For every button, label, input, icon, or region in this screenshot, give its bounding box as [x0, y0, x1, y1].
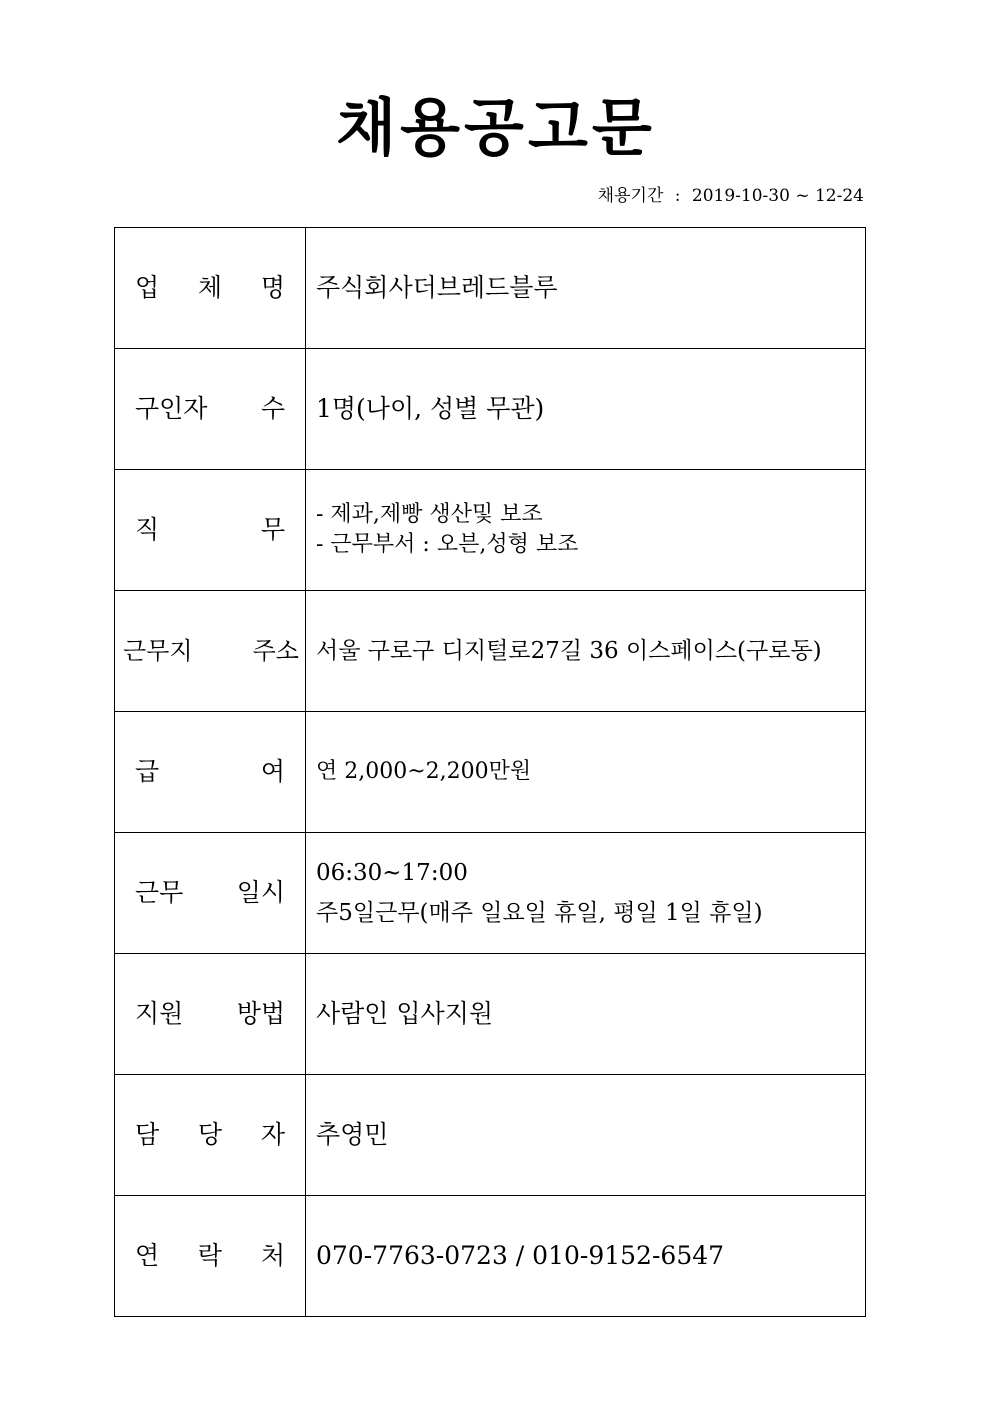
- label-address: 근무지 주소: [123, 637, 299, 665]
- value-cell: [306, 591, 866, 712]
- row-phone: [115, 1196, 866, 1317]
- label-cell: [115, 1196, 306, 1317]
- value-cell: [306, 228, 866, 349]
- label-salary: 급 여: [135, 757, 285, 786]
- row-address: [115, 591, 866, 712]
- value-cell: [306, 1075, 866, 1196]
- label-contact-person: 담 당 자: [135, 1120, 285, 1149]
- schedule-hours: 06:30~17:00: [316, 860, 468, 886]
- value-cell: [306, 470, 866, 591]
- value-headcount: 1명(나이, 성별 무관): [316, 394, 545, 423]
- value-duty: [316, 500, 855, 560]
- label-cell: [115, 833, 306, 954]
- value-salary: 연 2,000~2,200만원: [316, 759, 532, 784]
- label-cell: [115, 954, 306, 1075]
- period-label: 채용기간: [597, 186, 664, 206]
- duty-line-1: - 제과,제빵 생산및 보조: [316, 502, 543, 527]
- label-cell: [115, 591, 306, 712]
- value-contact-person: 추영민: [316, 1120, 389, 1149]
- row-duty: [115, 470, 866, 591]
- row-apply-method: [115, 954, 866, 1075]
- duty-line-2: - 근무부서 : 오븐,성형 보조: [316, 532, 579, 557]
- period-separator: :: [674, 186, 681, 206]
- period-value: 2019-10-30 ~ 12-24: [691, 186, 864, 206]
- label-cell: [115, 228, 306, 349]
- schedule-days: 주5일근무(매주 일요일 휴일, 평일 1일 휴일): [316, 900, 763, 926]
- value-phone: 070-7763-0723 / 010-9152-6547: [316, 1241, 725, 1270]
- recruitment-period: [598, 184, 864, 208]
- label-schedule: 근무 일시: [135, 878, 285, 907]
- label-duty: 직 무: [135, 515, 285, 544]
- row-salary: [115, 712, 866, 833]
- label-cell: [115, 349, 306, 470]
- value-cell: [306, 1196, 866, 1317]
- label-company: 업 체 명: [135, 273, 285, 302]
- label-cell: [115, 1075, 306, 1196]
- value-schedule: [316, 853, 855, 933]
- value-address: 서울 구로구 디지털로27길 36 이스페이스(구로동): [316, 638, 822, 664]
- value-apply-method: 사람인 입사지원: [316, 999, 493, 1028]
- page-title: 채용공고문: [336, 91, 656, 164]
- row-company: [115, 228, 866, 349]
- value-company: 주식회사더브레드블루: [316, 273, 558, 302]
- label-apply-method: 지원 방법: [135, 999, 285, 1028]
- label-cell: [115, 470, 306, 591]
- row-schedule: [115, 833, 866, 954]
- value-cell: [306, 833, 866, 954]
- value-cell: [306, 712, 866, 833]
- label-cell: [115, 712, 306, 833]
- row-headcount: [115, 349, 866, 470]
- label-phone: 연 락 처: [135, 1241, 285, 1270]
- row-contact-person: [115, 1075, 866, 1196]
- label-headcount: 구인자 수: [135, 394, 285, 423]
- value-cell: [306, 954, 866, 1075]
- job-info-table: [114, 227, 866, 1317]
- value-cell: [306, 349, 866, 470]
